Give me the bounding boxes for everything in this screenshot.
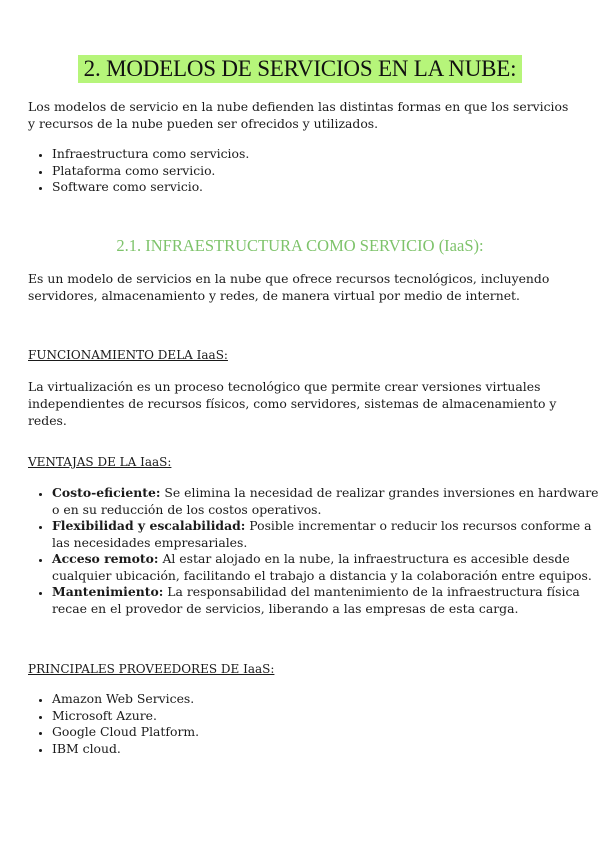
list-item [52,518,600,551]
ventaja-term: Mantenimiento: [52,584,164,599]
proveedores-heading: PRINCIPALES PROVEEDORES DE IaaS: [28,662,275,676]
list-item: • IBM cloud. [52,741,600,758]
list-item: • Microsoft Azure. [52,708,600,725]
list-item [52,551,600,584]
title-wrapper [0,0,600,83]
ventajas-heading: VENTAJAS DE LA IaaS: [28,455,172,469]
list-item: • Google Cloud Platform. [52,724,600,741]
funcionamiento-text: La virtualización es un proceso tecnológico que permite crear versiones virtuales independientes de recursos físicos, como servidores, sistemas de almacenamiento y redes. [28,379,557,428]
list-item [52,584,600,617]
models-list [28,146,600,196]
ventaja-text: Posible incrementar o reducir los recursos conforme a las necesidades empresariales. [52,518,592,550]
funcionamiento-heading: FUNCIONAMIENTO DELA IaaS: [28,348,228,362]
iaas-definition: Es un modelo de servicios en la nube que ofrece recursos tecnológicos, incluyendo servidores, almacenamiento y redes, de manera virtual por medio de internet. [28,271,550,303]
intro-paragraph: Los modelos de servicio en la nube defienden las distintas formas en que los servicios y recursos de la nube pueden ser ofrecidos y utilizados. [28,99,569,131]
list-item: • Amazon Web Services. [52,691,600,708]
ventaja-term: Flexibilidad y escalabilidad: [52,518,246,533]
ventaja-term: Costo-eficiente: [52,485,161,500]
ventaja-text: Al estar alojado en la nube, la infraestructura es accesible desde cualquier ubicación, facilitando el trabajo a distancia y la colaboración entre equipos. [52,551,592,583]
ventaja-term: Acceso remoto: [52,551,159,566]
list-item [52,485,600,518]
list-item: • Infraestructura como servicios. [52,146,600,163]
ventajas-list [28,485,600,617]
list-item: • Software como servicio. [52,179,600,196]
ventaja-text: La responsabilidad del mantenimiento de la infraestructura física recae en el provedor de servicios, liberando a las empresas de esta carga. [52,584,580,616]
ventaja-text: Se elimina la necesidad de realizar grandes inversiones en hardware o en su reducción de los costos operativos. [52,485,599,517]
list-item: • Plataforma como servicio. [52,163,600,180]
proveedores-list [28,691,600,757]
section-subtitle: 2.1. INFRAESTRUCTURA COMO SERVICIO (IaaS): [116,236,484,255]
page-title: 2. MODELOS DE SERVICIOS EN LA NUBE: [78,55,523,83]
